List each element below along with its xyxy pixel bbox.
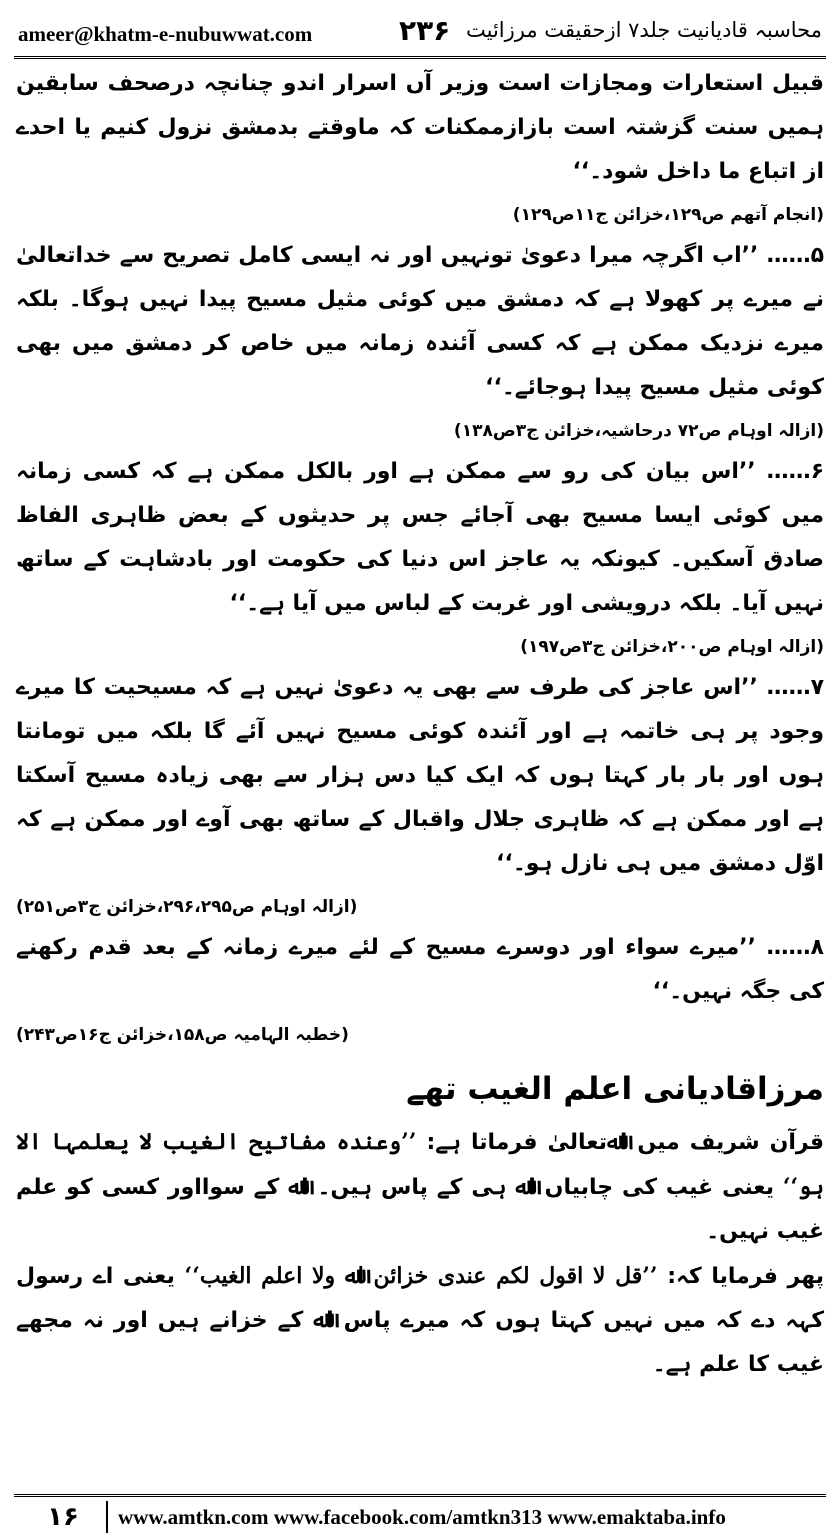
quote-5-number: ۵…… <box>766 243 824 268</box>
header-email[interactable]: ameer@khatm-e-nubuwwat.com <box>18 22 313 46</box>
header-running-title: محاسبہ قادیانیت جلد۷ ازحقیقت مرزائیت <box>466 18 822 42</box>
quote-5-text: ’’اب اگرچہ میرا دعویٰ تونہیں اور نہ ایسی کامل تصریح سے خداتعالیٰ نے میرے پر کھولا ہے کہ دمشق میں کوئی مثیل مسیح پیدا نہیں ہوگا۔ بلکہ میرے نزدیک ممکن ہے کہ کسی آئندہ زمانہ میں خاص کر دمشق میں بھی کوئی مثیل مسیح پیدا ہوجائے۔‘‘ <box>16 243 824 400</box>
quote-7 <box>16 666 824 886</box>
paragraph-10-arabic-quote: ’’قل لا اقول لکم عندی خزائن اﷲ ولا اعلم الغیب‘‘ <box>184 1263 658 1289</box>
reference-6: (ازالہ اوہام ص۲۰۰،خزائن ج۳ص۱۹۷) <box>520 637 824 657</box>
header-page-number: ۲۳۶ <box>399 14 451 47</box>
page-header <box>14 12 826 59</box>
reference-5: (ازالہ اوہام ص۷۲ درحاشیہ،خزائن ج۳ص۱۳۸) <box>453 421 824 441</box>
paragraph-9-lead: قرآن شریف میں اﷲتعالیٰ فرماتا ہے: <box>426 1130 824 1155</box>
quote-7-number: ۷…… <box>766 675 824 700</box>
paragraph-10 <box>16 1254 824 1387</box>
paragraph-9 <box>16 1120 824 1254</box>
reference-8: (خطبہ الہامیہ ص۱۵۸،خزائن ج۱۶ص۲۴۳) <box>16 1025 349 1045</box>
footer-links[interactable]: www.amtkn.com www.facebook.com/amtkn313 www.emaktaba.info <box>118 1505 726 1529</box>
quote-8-number: ۸…… <box>766 935 824 960</box>
footer-page-number: ۱۶ <box>20 1501 108 1533</box>
page-body <box>16 62 824 1387</box>
paragraph-1: قبیل استعارات ومجازات است وزیر آں اسرار اندو چنانچہ درصحف سابقین ہمیں سنت گزشتہ است بازازممکنات کہ ماوقتے بدمشق نزول کنیم یا احدے از اتباع ما داخل شود۔‘‘ <box>16 71 824 184</box>
quote-8 <box>16 926 824 1014</box>
paragraph-9-translation: یعنی غیب کی چابیاں اﷲ ہی کے پاس ہیں۔ اﷲ کے سوااور کسی کو علم غیب نہیں۔ <box>16 1175 824 1244</box>
reference-7: (ازالہ اوہام ص۲۹۶،۲۹۵،خزائن ج۳ص۲۵۱) <box>16 897 358 917</box>
paragraph-10-lead: پھر فرمایا کہ: <box>667 1264 824 1289</box>
quote-6-number: ۶…… <box>766 459 824 484</box>
reference-1: (انجام آتھم ص۱۲۹،خزائن ج۱۱ص۱۲۹) <box>512 205 824 225</box>
page-footer <box>14 1494 826 1537</box>
quote-5 <box>16 234 824 410</box>
quote-6-text: ’’اس بیان کی رو سے ممکن ہے اور بالکل ممکن ہے کہ کسی زمانہ میں کوئی ایسا مسیح بھی آجائے جس پر حدیثوں کے بعض ظاہری الفاظ صادق آسکیں۔ کیونکہ یہ عاجز اس دنیا کی حکومت اور بادشاہت کے ساتھ نہیں آیا۔ بلکہ درویشی اور غربت کے لباس میں آیا ہے۔‘‘ <box>16 459 824 616</box>
section-heading: مرزاقادیانی اعلم الغیب تھے <box>406 1071 824 1107</box>
quote-8-text: ’’میرے سواء اور دوسرے مسیح کے لئے میرے زمانہ کے بعد قدم رکھنے کی جگہ نہیں۔‘‘ <box>16 935 824 1004</box>
paragraph-10-translation: یعنی اے رسول کہہ دے کہ میں نہیں کہتا ہوں کہ میرے پاس اﷲ کے خزانے ہیں اور نہ مجھے غیب کا علم ہے۔ <box>16 1264 824 1377</box>
paragraph-9-arabic-quote: ’’وعندہ مفاتیح الغیب لا یعلمہا الا ہو‘‘ <box>16 1129 824 1200</box>
quote-6 <box>16 450 824 626</box>
quote-7-text: ’’اس عاجز کی طرف سے بھی یہ دعویٰ نہیں ہے کہ مسیحیت کا میرے وجود پر ہی خاتمہ ہے اور آئندہ کوئی مسیح نہیں آئے گا بلکہ میں تومانتا ہوں اور بار بار کہتا ہوں کہ ایک کیا دس ہزار سے بھی زیادہ مسیح آسکتا ہے اور ممکن ہے کہ ظاہری جلال واقبال کے ساتھ بھی آوے اور ممکن ہے کہ اوّل دمشق میں ہی نازل ہو۔‘‘ <box>16 675 824 876</box>
